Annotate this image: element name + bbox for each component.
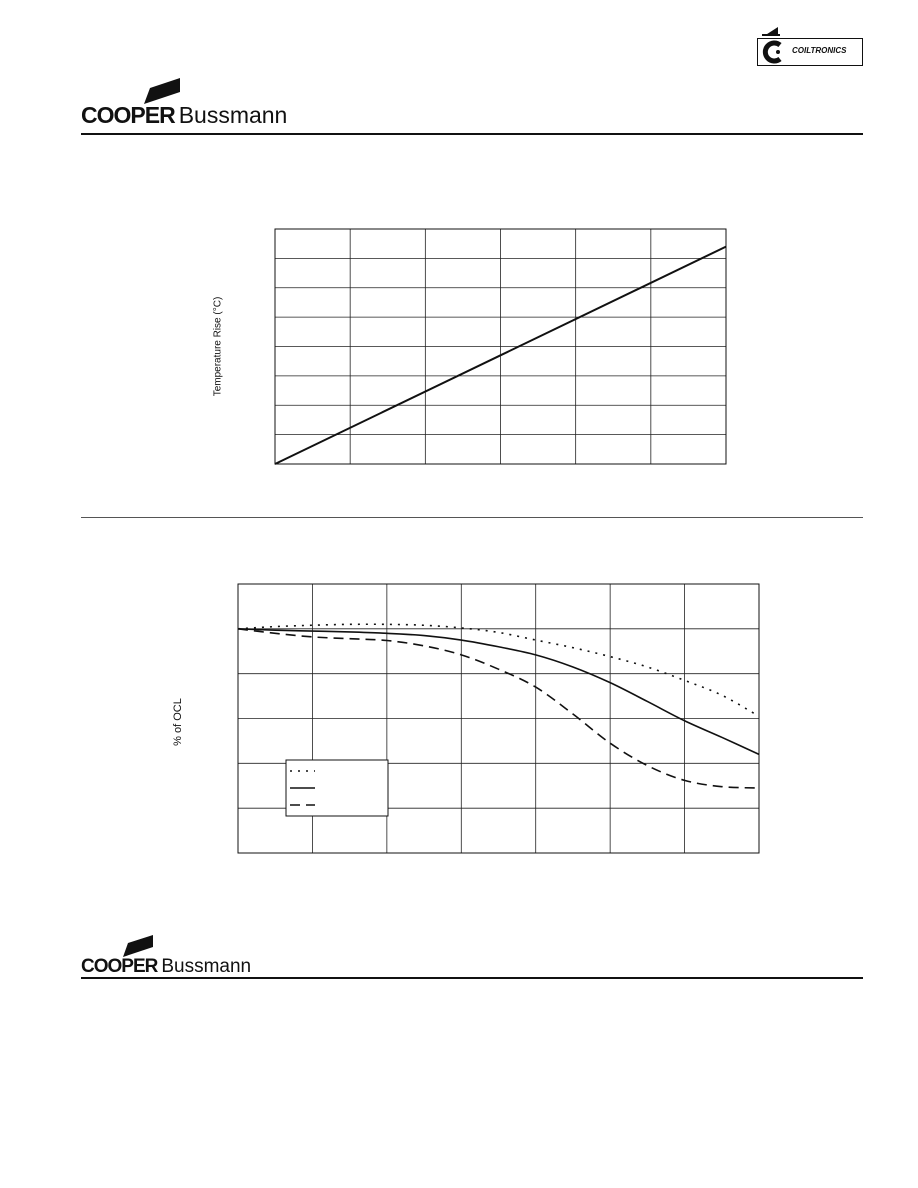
footer-logo <box>81 957 251 976</box>
temperature-ylabel: Temperature Rise (°C) <box>212 296 224 397</box>
badge-text: COILTRONICS <box>792 46 847 55</box>
series-line-solid <box>238 629 759 755</box>
footer-rule <box>81 977 863 979</box>
series-line-dotted <box>238 624 759 716</box>
footer-brand-regular: Bussmann <box>161 956 252 977</box>
header-brand-bold: COOPER <box>81 102 175 128</box>
ocl-ylabel: % of OCL <box>172 698 184 746</box>
header-brand-regular: Bussmann <box>178 102 288 128</box>
footer-brand-bold: COOPER <box>81 956 158 977</box>
